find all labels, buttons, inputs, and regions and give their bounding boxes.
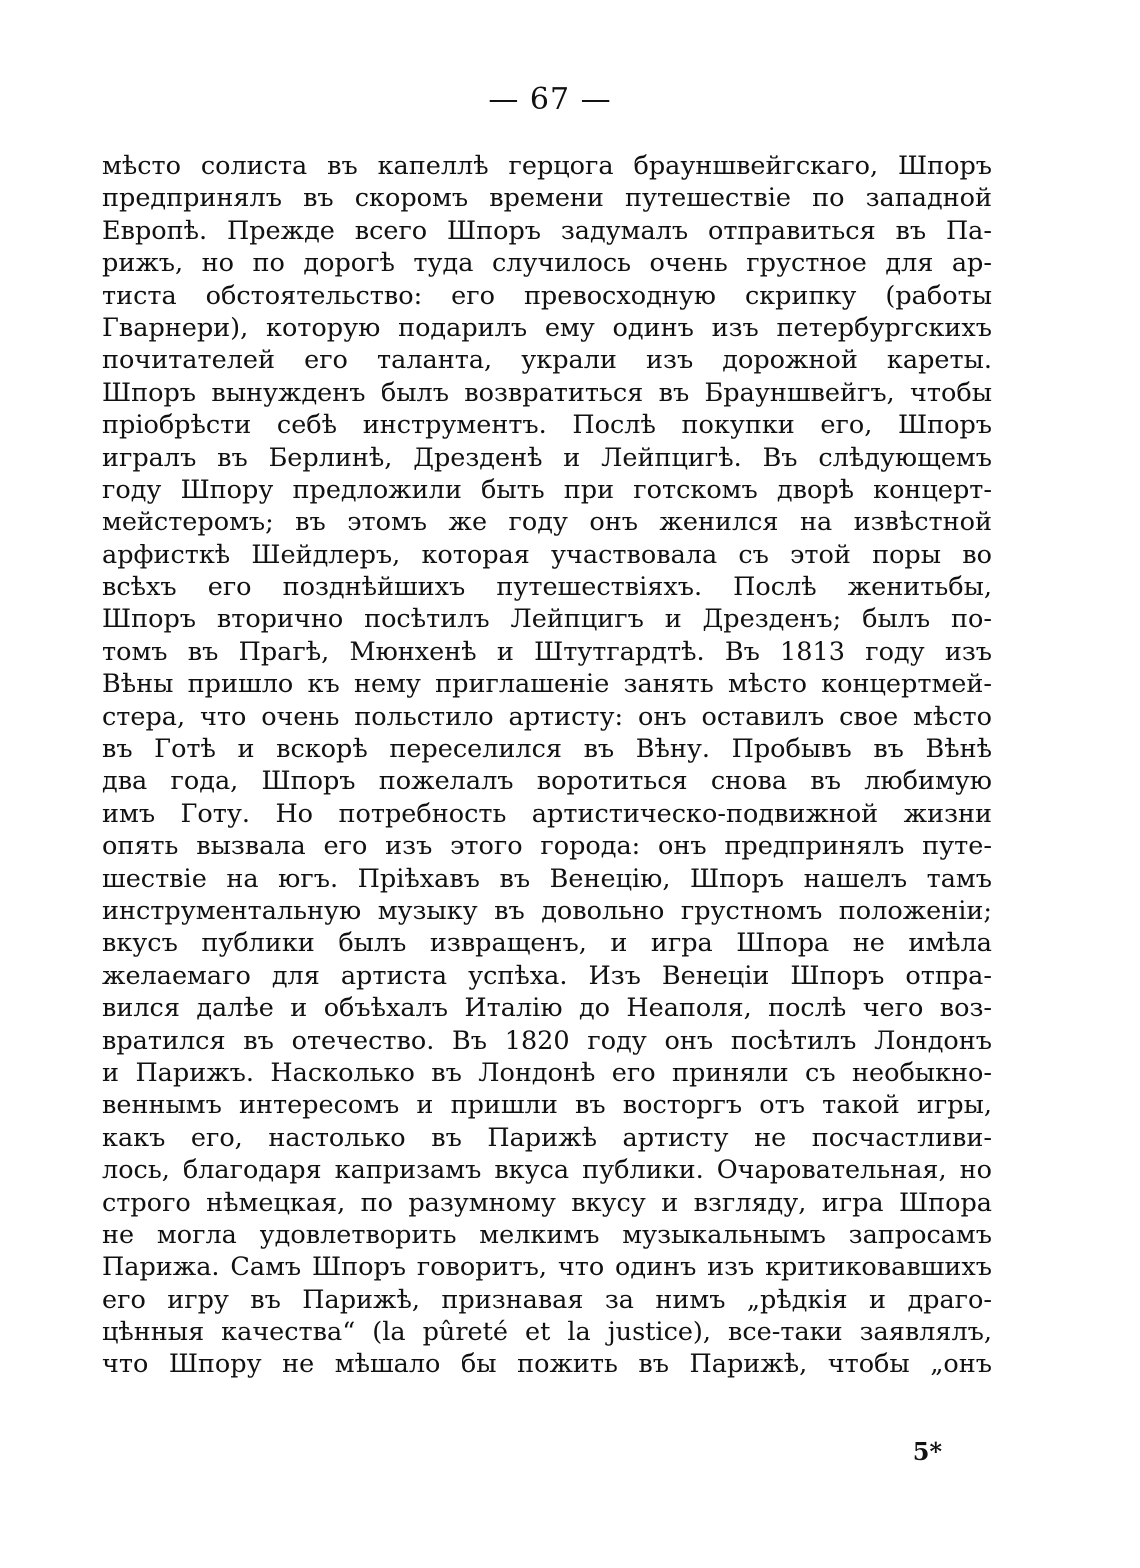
text-line: Европѣ. Прежде всего Шпоръ задумалъ отправиться въ Па- [102, 215, 992, 246]
text-line: вратился въ отечество. Въ 1820 году онъ посѣтилъ Лондонъ [102, 1025, 992, 1056]
text-line: игралъ въ Берлинѣ, Дрезденѣ и Лейпцигѣ. Въ слѣдующемъ [102, 442, 992, 473]
text-line: и Парижъ. Насколько въ Лондонѣ его приняли съ необыкно- [102, 1057, 992, 1088]
text-line: его игру въ Парижѣ, признавая за нимъ „рѣдкія и драго- [102, 1284, 992, 1315]
text-line: томъ въ Прагѣ, Мюнхенѣ и Штутгардтѣ. Въ 1813 году изъ [102, 636, 992, 667]
text-line: рижъ, но по дорогѣ туда случилось очень грустное для ар- [102, 248, 992, 279]
text-line: цѣнныя качества“ (la pûreté et la justice), все-таки заявлялъ, [102, 1317, 992, 1348]
text-line: опять вызвала его изъ этого города: онъ предпринялъ путе- [102, 831, 992, 862]
text-line: вкусъ публики былъ извращенъ, и игра Шпора не имѣла [102, 928, 992, 959]
text-line: имъ Готу. Но потребность артистическо-подвижной жизни [102, 798, 992, 829]
text-line: лось, благодаря капризамъ вкуса публики. Очаровательная, но [102, 1155, 992, 1186]
text-line: шествіе на югъ. Пріѣхавъ въ Венецію, Шпоръ нашелъ тамъ [102, 863, 992, 894]
text-line: мѣсто солиста въ капеллѣ герцога брауншвейгскаго, Шпоръ [102, 151, 992, 181]
signature-mark: 5* [912, 1437, 942, 1466]
text-line: арфисткѣ Шейдлеръ, которая участвовала съ этой поры во [102, 539, 992, 570]
text-line: въ Готѣ и вскорѣ переселился въ Вѣну. Пробывъ въ Вѣнѣ [102, 734, 992, 765]
text-line: Шпоръ вынужденъ былъ возвратиться въ Брауншвейгъ, чтобы [102, 377, 992, 408]
text-line: строго нѣмецкая, по разумному вкусу и взгляду, игра Шпора [102, 1187, 992, 1218]
text-line: стера, что очень польстило артисту: онъ оставилъ свое мѣсто [102, 701, 992, 732]
text-line: инструментальную музыку въ довольно грустномъ положеніи; [102, 895, 992, 926]
text-line: Гварнери), которую подарилъ ему одинъ изъ петербургскихъ [102, 312, 992, 343]
text-line: желаемаго для артиста успѣха. Изъ Венеціи Шпоръ отпра- [102, 960, 992, 991]
text-line: пріобрѣсти себѣ инструментъ. Послѣ покупки его, Шпоръ [102, 410, 992, 441]
text-line: всѣхъ его позднѣйшихъ путешествіяхъ. Послѣ женитьбы, [102, 572, 992, 603]
text-line: два года, Шпоръ пожелалъ воротиться снова въ любимую [102, 766, 992, 797]
body-text [102, 150, 992, 1381]
text-line: мейстеромъ; въ этомъ же году онъ женился на извѣстной [102, 507, 992, 538]
page-number: — 67 — [488, 82, 612, 117]
text-line: Парижа. Самъ Шпоръ говоритъ, что одинъ изъ критиковавшихъ [102, 1252, 992, 1283]
text-line: году Шпору предложили быть при готскомъ дворѣ концерт- [102, 474, 992, 505]
text-line: что Шпору не мѣшало бы пожить въ Парижѣ, чтобы „онъ [102, 1349, 992, 1380]
text-line: какъ его, настолько въ Парижѣ артисту не посчастливи- [102, 1122, 992, 1153]
text-line: вился далѣе и объѣхалъ Италію до Неаполя, послѣ чего воз- [102, 993, 992, 1024]
text-line: Вѣны пришло къ нему приглашеніе занять мѣсто концертмей- [102, 669, 992, 700]
text-line: почитателей его таланта, украли изъ дорожной кареты. [102, 345, 992, 376]
text-line: веннымъ интересомъ и пришли въ восторгъ отъ такой игры, [102, 1090, 992, 1121]
text-line: тиста обстоятельство: его превосходную скрипку (работы [102, 280, 992, 311]
text-line: не могла удовлетворить мелкимъ музыкальнымъ запросамъ [102, 1219, 992, 1250]
text-line: Шпоръ вторично посѣтилъ Лейпцигъ и Дрезденъ; былъ по- [102, 604, 992, 635]
text-line: предпринялъ въ скоромъ времени путешествіе по западной [102, 183, 992, 214]
